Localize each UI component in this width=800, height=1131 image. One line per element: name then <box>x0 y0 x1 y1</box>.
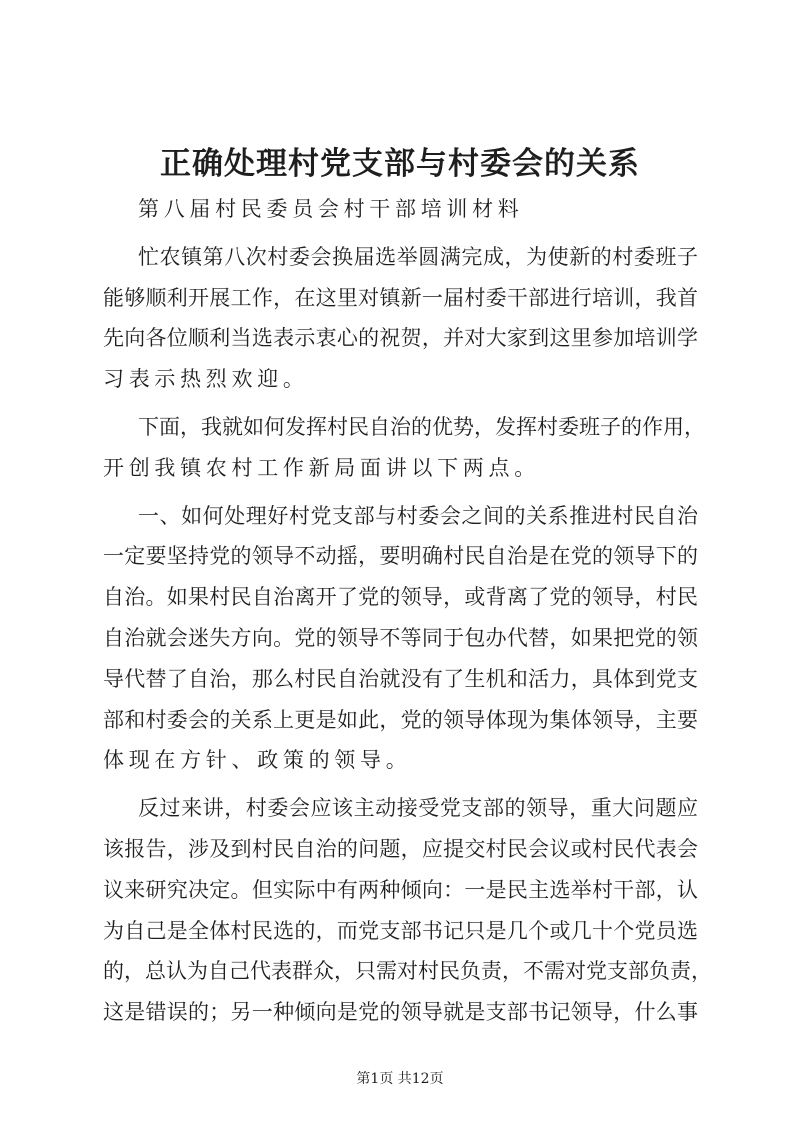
page-footer: 第1页 共12页 <box>356 1071 444 1087</box>
text-line: 自治。如果村民自治离开了党的领导，或背离了党的领导，村民 <box>103 585 698 610</box>
paragraph <box>103 407 705 489</box>
text-line: 的，总认为自己代表群众，只需对村民负责，不需对党支部负责， <box>103 959 712 984</box>
text-line: 自治就会迷失方向。党的领导不等同于包办代替，如果把党的领 <box>103 625 698 650</box>
paragraph <box>103 788 712 1033</box>
text-line: 该报告，涉及到村民自治的问题，应提交村民会议或村民代表会 <box>103 836 698 861</box>
text-line: 忙农镇第八次村委会换届选举圆满完成，为使新的村委班子 <box>138 244 698 269</box>
text-line: 一、如何处理好村党支部与村委会之间的关系推进村民自治 <box>138 503 698 528</box>
text-line: 能够顺利开展工作，在这里对镇新一届村委干部进行培训，我首 <box>103 285 698 310</box>
text-line: 开创我镇农村工作新局面讲以下两点。 <box>103 455 540 480</box>
text-line: 习表示热烈欢迎。 <box>103 367 309 392</box>
text-line: 体现在方针、政策的领导。 <box>103 748 412 773</box>
paragraph <box>103 237 698 400</box>
text-line: 为自己是全体村民选的，而党支部书记只是几个或几十个党员选 <box>103 918 698 943</box>
text-line: 反过来讲，村委会应该主动接受党支部的领导，重大问题应 <box>138 796 698 821</box>
paragraph <box>103 496 698 782</box>
text-line: 议来研究决定。但实际中有两种倾向：一是民主选举村干部，认 <box>103 877 698 902</box>
document-body <box>103 189 712 1040</box>
text-line: 这是错误的；另一种倾向是党的领导就是支部书记领导，什么事 <box>103 1000 698 1025</box>
document-title: 正确处理村党支部与村委会的关系 <box>160 146 640 182</box>
text-line: 下面，我就如何发挥村民自治的优势，发挥村委班子的作用， <box>138 414 705 439</box>
text-line: 先向各位顺利当选表示衷心的祝贺，并对大家到这里参加培训学 <box>103 326 698 351</box>
paragraph <box>103 189 698 230</box>
text-line: 一定要坚持党的领导不动摇，要明确村民自治是在党的领导下的 <box>103 544 698 569</box>
text-line: 导代替了自治，那么村民自治就没有了生机和活力，具体到党支 <box>103 666 698 691</box>
text-line: 第八届村民委员会村干部培训材料 <box>138 197 524 221</box>
text-line: 部和村委会的关系上更是如此，党的领导体现为集体领导，主要 <box>103 707 698 732</box>
